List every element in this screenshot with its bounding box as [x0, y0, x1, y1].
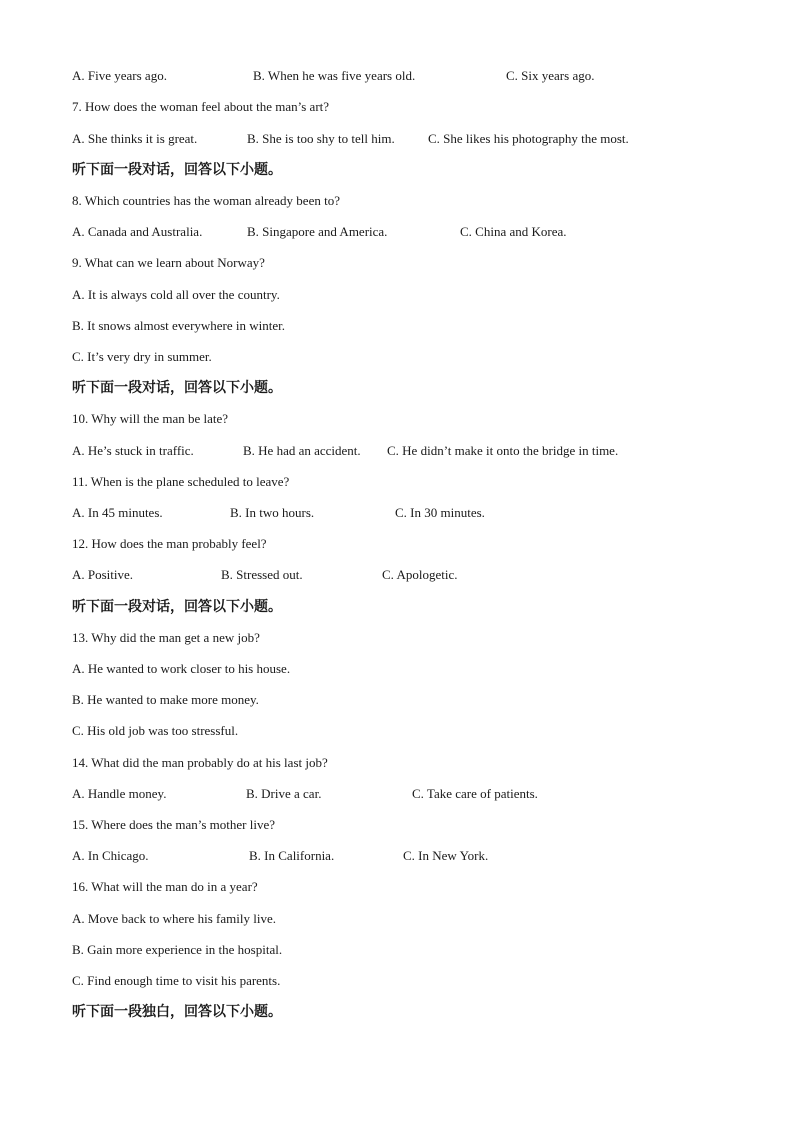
- q13-option-a: A. He wanted to work closer to his house.: [72, 661, 291, 676]
- q14-options-row: [72, 783, 754, 805]
- q8-question: 8. Which countries has the woman already been to?: [72, 193, 340, 208]
- section-heading-monologue: 听下面一段独白，回答以下小题。: [72, 1004, 282, 1020]
- q16-option-a: A. Move back to where his family live.: [72, 911, 276, 926]
- q14-option-b: B. Drive a car.: [246, 786, 322, 801]
- q7-options-row: [72, 128, 754, 150]
- q14-question: 14. What did the man probably do at his last job?: [72, 755, 328, 770]
- q15-option-a: A. In Chicago.: [72, 848, 149, 863]
- q15-option-b: B. In California.: [249, 848, 335, 863]
- q8-options-row: [72, 221, 754, 243]
- q8-option-c: C. China and Korea.: [460, 224, 567, 239]
- q12-option-a: A. Positive.: [72, 567, 134, 582]
- q10-option-c: C. He didn’t make it onto the bridge in time.: [387, 443, 619, 458]
- q6-option-b: B. When he was five years old.: [253, 68, 416, 83]
- q8-option-b: B. Singapore and America.: [247, 224, 388, 239]
- q11-option-c: C. In 30 minutes.: [395, 505, 485, 520]
- q16-question: 16. What will the man do in a year?: [72, 879, 258, 894]
- q7-option-a: A. She thinks it is great.: [72, 131, 198, 146]
- q10-option-b: B. He had an accident.: [243, 443, 361, 458]
- q10-question: 10. Why will the man be late?: [72, 411, 229, 426]
- q7-option-b: B. She is too shy to tell him.: [247, 131, 395, 146]
- q9-question: 9. What can we learn about Norway?: [72, 255, 265, 270]
- q14-option-c: C. Take care of patients.: [412, 786, 538, 801]
- q9-option-a: A. It is always cold all over the country.: [72, 287, 280, 302]
- q9-option-b: B. It snows almost everywhere in winter.: [72, 318, 286, 333]
- q11-question: 11. When is the plane scheduled to leave?: [72, 474, 290, 489]
- q6-options-row: [72, 65, 754, 87]
- q10-options-row: [72, 440, 754, 462]
- q10-option-a: A. He’s stuck in traffic.: [72, 443, 194, 458]
- q12-question: 12. How does the man probably feel?: [72, 536, 267, 551]
- q12-options-row: [72, 564, 754, 586]
- q15-options-row: [72, 845, 754, 867]
- q12-option-b: B. Stressed out.: [221, 567, 303, 582]
- q13-option-c: C. His old job was too stressful.: [72, 723, 239, 738]
- q7-option-c: C. She likes his photography the most.: [428, 131, 629, 146]
- q6-option-a: A. Five years ago.: [72, 68, 167, 83]
- q15-question: 15. Where does the man’s mother live?: [72, 817, 276, 832]
- q11-option-a: A. In 45 minutes.: [72, 505, 163, 520]
- q11-options-row: [72, 502, 754, 524]
- q16-option-c: C. Find enough time to visit his parents.: [72, 973, 281, 988]
- section-heading-dialogue: 听下面一段对话，回答以下小题。: [72, 380, 282, 396]
- q7-question: 7. How does the woman feel about the man’s art?: [72, 99, 330, 114]
- section-heading-dialogue: 听下面一段对话，回答以下小题。: [72, 162, 282, 178]
- section-heading-dialogue: 听下面一段对话，回答以下小题。: [72, 599, 282, 615]
- q15-option-c: C. In New York.: [403, 848, 489, 863]
- q9-option-c: C. It’s very dry in summer.: [72, 349, 212, 364]
- q8-option-a: A. Canada and Australia.: [72, 224, 203, 239]
- q6-option-c: C. Six years ago.: [506, 68, 595, 83]
- q11-option-b: B. In two hours.: [230, 505, 315, 520]
- q13-question: 13. Why did the man get a new job?: [72, 630, 260, 645]
- q16-option-b: B. Gain more experience in the hospital.: [72, 942, 283, 957]
- q12-option-c: C. Apologetic.: [382, 567, 458, 582]
- q13-option-b: B. He wanted to make more money.: [72, 692, 259, 707]
- q14-option-a: A. Handle money.: [72, 786, 167, 801]
